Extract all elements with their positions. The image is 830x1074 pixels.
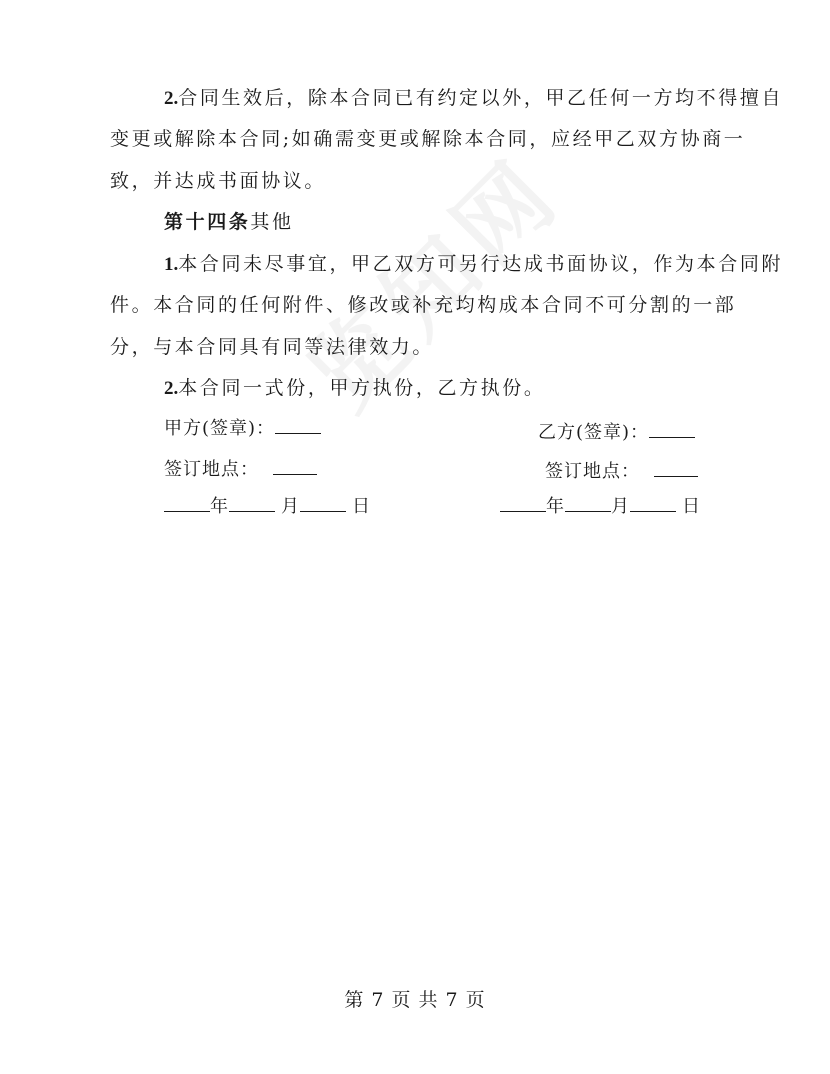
clause14-item1-line3: 分，与本合同具有同等法律效力。 — [110, 336, 435, 358]
day-blank — [630, 495, 676, 512]
day-blank — [300, 495, 346, 512]
item-number: 2. — [164, 378, 179, 399]
year-label: 年 — [210, 496, 229, 517]
clause-number: 第十四条 — [164, 211, 251, 233]
place-blank — [654, 460, 698, 477]
party-a-date — [164, 494, 371, 520]
party-b-place — [545, 459, 698, 485]
party-b-label: 乙方(签章)： — [538, 422, 650, 443]
party-a-blank — [275, 417, 321, 434]
clause14-item1-line2: 件。本合同的任何附件、修改或补充均构成本合同不可分割的一部 — [110, 294, 737, 316]
party-a-label: 甲方(签章)： — [164, 418, 276, 439]
month-label: 月 — [611, 496, 630, 517]
party-b-date — [500, 494, 701, 520]
year-label: 年 — [546, 496, 565, 517]
clause13-item2-line1 — [164, 85, 783, 112]
clause14-item2 — [164, 375, 545, 402]
party-b-blank — [649, 421, 695, 438]
paragraph-text: 合同生效后，除本合同已有约定以外，甲乙任何一方均不得擅自 — [178, 87, 784, 109]
clause13-item2-line2: 变更或解除本合同;如确需变更或解除本合同，应经甲乙双方协商一 — [110, 128, 746, 150]
page-number-footer: 第 7 页 共 7 页 — [344, 989, 486, 1011]
day-label: 日 — [682, 496, 701, 517]
item-number: 1. — [164, 254, 179, 275]
party-a-signature — [164, 416, 321, 442]
month-label: 月 — [281, 496, 300, 517]
clause-title: 其他 — [250, 211, 294, 233]
month-blank — [229, 495, 275, 512]
clause14-item1-line1 — [164, 251, 783, 278]
clause14-heading — [164, 209, 294, 235]
place-blank — [273, 458, 317, 475]
paragraph-text: 本合同未尽事宜，甲乙双方可另行达成书面协议，作为本合同附 — [178, 253, 784, 275]
party-b-signature — [538, 420, 695, 446]
paragraph-text: 本合同一式份，甲方执份，乙方执份。 — [178, 377, 546, 399]
clause13-item2-line3: 致，并达成书面协议。 — [110, 170, 327, 192]
year-blank — [164, 495, 210, 512]
place-label: 签订地点： — [545, 461, 640, 482]
day-label: 日 — [352, 496, 371, 517]
item-number: 2. — [164, 88, 179, 109]
month-blank — [565, 495, 611, 512]
place-label: 签订地点： — [164, 459, 259, 480]
year-blank — [500, 495, 546, 512]
party-a-place — [164, 457, 317, 483]
